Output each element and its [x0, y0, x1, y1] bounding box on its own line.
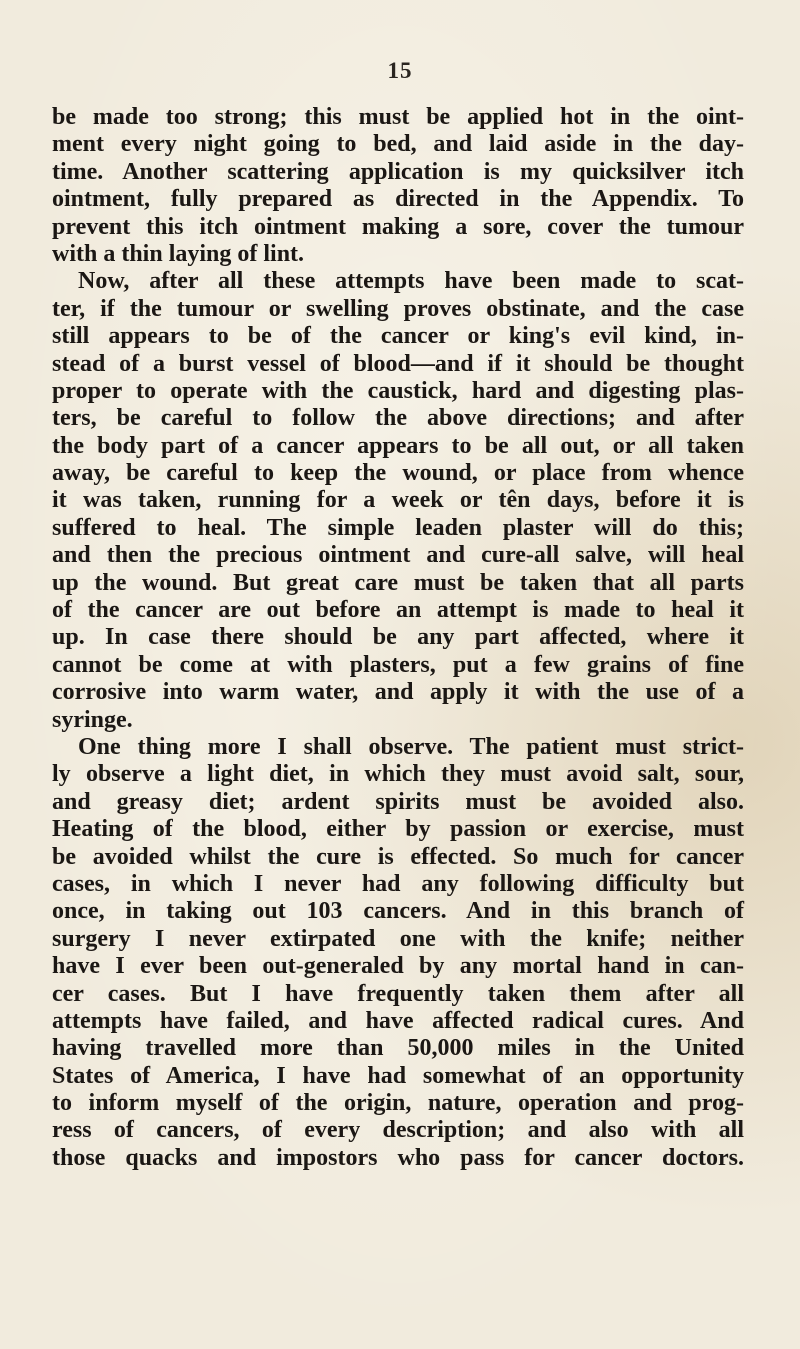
text-line: still appears to be of the cancer or king's evil kind, in- — [52, 323, 744, 350]
text-line: be avoided whilst the cure is effected. So much for cancer — [52, 843, 744, 870]
text-line: ters, be careful to follow the above directions; and after — [52, 405, 744, 432]
text-line: prevent this itch ointment making a sore, cover the tumour — [52, 213, 744, 240]
text-line: cannot be come at with plasters, put a few grains of fine — [52, 651, 744, 678]
text-line: up the wound. But great care must be taken that all parts — [52, 569, 744, 596]
text-line: ly observe a light diet, in which they must avoid salt, sour, — [52, 761, 744, 788]
page-number: 15 — [387, 58, 413, 83]
text-line: up. In case there should be any part affected, where it — [52, 624, 744, 651]
text-line: have I ever been out-generaled by any mortal hand in can- — [52, 953, 744, 980]
text-line: ment every night going to bed, and laid aside in the day- — [52, 131, 744, 158]
text-line: and then the precious ointment and cure-all salve, will heal — [52, 542, 744, 569]
text-line: away, be careful to keep the wound, or place from whence — [52, 460, 744, 487]
text-line: surgery I never extirpated one with the knife; neither — [52, 925, 744, 952]
text-line: and greasy diet; ardent spirits must be avoided also. — [52, 788, 744, 815]
text-line: cer cases. But I have frequently taken them after all — [52, 980, 744, 1007]
body-text — [52, 104, 744, 1172]
text-line: cases, in which I never had any following difficulty but — [52, 870, 744, 897]
text-line: having travelled more than 50,000 miles in the United — [52, 1035, 744, 1062]
text-line: ress of cancers, of every description; and also with all — [52, 1117, 744, 1144]
text-line: it was taken, running for a week or tên days, before it is — [52, 487, 744, 514]
text-line: those quacks and impostors who pass for cancer doctors. — [52, 1144, 744, 1171]
text-line: of the cancer are out before an attempt is made to heal it — [52, 597, 744, 624]
text-line: proper to operate with the caustick, hard and digesting plas- — [52, 377, 744, 404]
text-line: syringe. — [52, 706, 133, 733]
text-line: corrosive into warm water, and apply it with the use of a — [52, 679, 744, 706]
text-line: ter, if the tumour or swelling proves obstinate, and the case — [52, 295, 744, 322]
text-line: stead of a burst vessel of blood—and if it should be thought — [52, 350, 744, 377]
text-line: One thing more I shall observe. The patient must strict- — [78, 733, 744, 760]
text-line: attempts have failed, and have affected radical cures. And — [52, 1007, 744, 1034]
text-line: the body part of a cancer appears to be all out, or all taken — [52, 432, 744, 459]
text-line: be made too strong; this must be applied hot in the oint- — [52, 104, 744, 130]
text-line: ointment, fully prepared as directed in the Appendix. To — [52, 186, 744, 213]
text-line: Now, after all these attempts have been made to scat- — [78, 268, 744, 295]
text-line: States of America, I have had somewhat of an opportunity — [52, 1062, 744, 1089]
text-line: time. Another scattering application is my quicksilver itch — [52, 158, 744, 185]
text-line: to inform myself of the origin, nature, operation and prog- — [52, 1090, 744, 1117]
text-line: suffered to heal. The simple leaden plaster will do this; — [52, 514, 744, 541]
text-line: once, in taking out 103 cancers. And in this branch of — [52, 898, 744, 925]
text-line: Heating of the blood, either by passion or exercise, must — [52, 816, 744, 843]
text-line: with a thin laying of lint. — [52, 240, 305, 267]
